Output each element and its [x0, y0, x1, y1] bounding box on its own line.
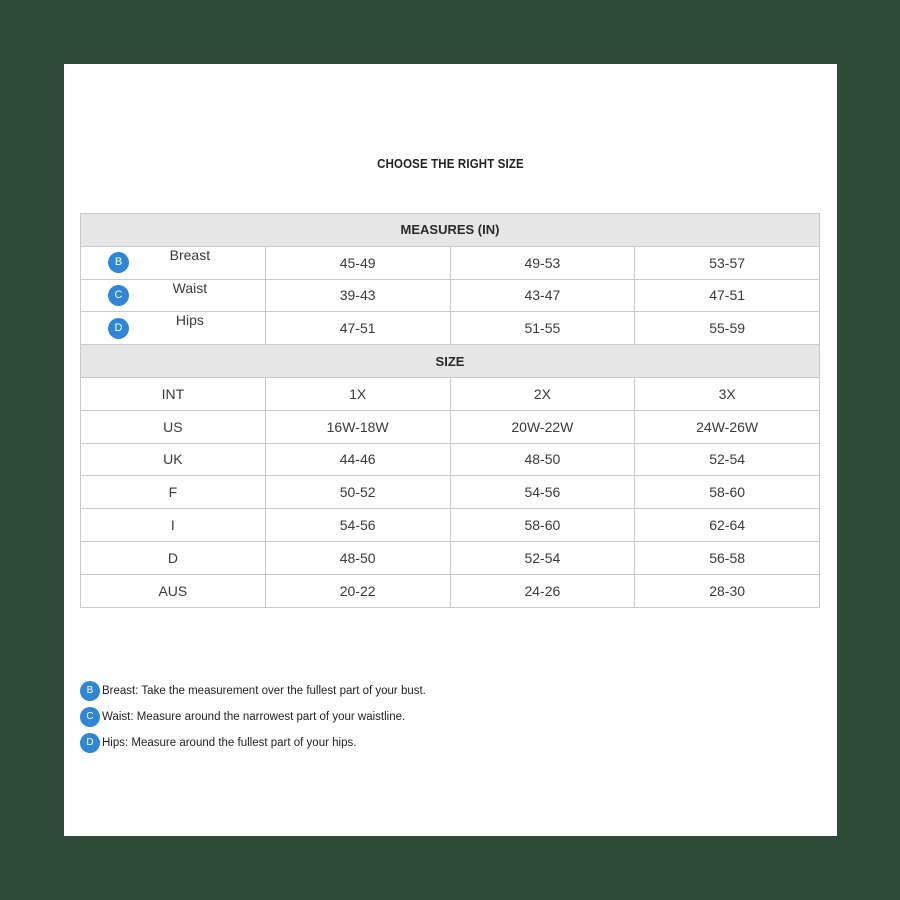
table-row [81, 476, 820, 509]
table-row [81, 377, 820, 410]
measure-label-cell [81, 312, 266, 345]
table-row [81, 279, 820, 312]
size-label-cell: D [81, 541, 266, 574]
size-label-cell: UK [81, 443, 266, 476]
table-cell: 56-58 [635, 541, 820, 574]
size-guide-card [64, 64, 837, 836]
measure-label-cell [81, 279, 266, 312]
size-label-cell: AUS [81, 574, 266, 607]
badge-d-icon: D [80, 733, 100, 753]
measure-label-cell [81, 246, 266, 279]
table-cell: 24W-26W [635, 410, 820, 443]
table-cell: 52-54 [450, 541, 635, 574]
table-cell: 62-64 [635, 509, 820, 542]
badge-d-icon: D [108, 318, 129, 339]
badge-c-icon: C [108, 285, 129, 306]
table-cell: 28-30 [635, 574, 820, 607]
badge-b-icon: B [108, 252, 129, 273]
table-cell: 39-43 [265, 279, 450, 312]
table-cell: 48-50 [450, 443, 635, 476]
legend-item [80, 730, 426, 756]
size-table [80, 213, 820, 608]
table-cell: 1X [265, 377, 450, 410]
page-title: CHOOSE THE RIGHT SIZE [377, 156, 524, 171]
legend-item [80, 678, 426, 704]
table-cell: 58-60 [635, 476, 820, 509]
badge-c-icon: C [80, 707, 100, 727]
table-cell: 45-49 [265, 246, 450, 279]
table-cell: 20W-22W [450, 410, 635, 443]
table-cell: 47-51 [265, 312, 450, 345]
measure-label: Hips [175, 312, 204, 329]
table-row [81, 509, 820, 542]
size-header: SIZE [81, 345, 820, 378]
table-cell: 49-53 [450, 246, 635, 279]
legend-item [80, 704, 426, 730]
size-label-cell: I [81, 509, 266, 542]
legend-text: Hips: Measure around the fullest part of your hips. [102, 737, 357, 749]
table-cell: 16W-18W [265, 410, 450, 443]
table-row [81, 246, 820, 279]
table-row [81, 410, 820, 443]
size-label-cell: F [81, 476, 266, 509]
measurement-legend [80, 678, 426, 756]
table-cell: 53-57 [635, 246, 820, 279]
table-cell: 47-51 [635, 279, 820, 312]
measure-label: Breast [169, 246, 211, 263]
table-cell: 54-56 [265, 509, 450, 542]
table-row [81, 541, 820, 574]
table-cell: 24-26 [450, 574, 635, 607]
measure-label: Waist [172, 279, 208, 296]
table-cell: 58-60 [450, 509, 635, 542]
table-cell: 43-47 [450, 279, 635, 312]
table-row [81, 312, 820, 345]
legend-text: Waist: Measure around the narrowest part of your waistline. [102, 711, 406, 723]
legend-text: Breast: Take the measurement over the fullest part of your bust. [102, 685, 426, 697]
table-cell: 54-56 [450, 476, 635, 509]
table-row [81, 443, 820, 476]
table-cell: 50-52 [265, 476, 450, 509]
table-cell: 2X [450, 377, 635, 410]
size-label-cell: INT [81, 377, 266, 410]
table-row [81, 574, 820, 607]
table-cell: 51-55 [450, 312, 635, 345]
table-cell: 44-46 [265, 443, 450, 476]
table-cell: 3X [635, 377, 820, 410]
measures-header: MEASURES (IN) [81, 214, 820, 247]
table-cell: 55-59 [635, 312, 820, 345]
table-cell: 20-22 [265, 574, 450, 607]
table-cell: 48-50 [265, 541, 450, 574]
size-label-cell: US [81, 410, 266, 443]
table-cell: 52-54 [635, 443, 820, 476]
badge-b-icon: B [80, 681, 100, 701]
